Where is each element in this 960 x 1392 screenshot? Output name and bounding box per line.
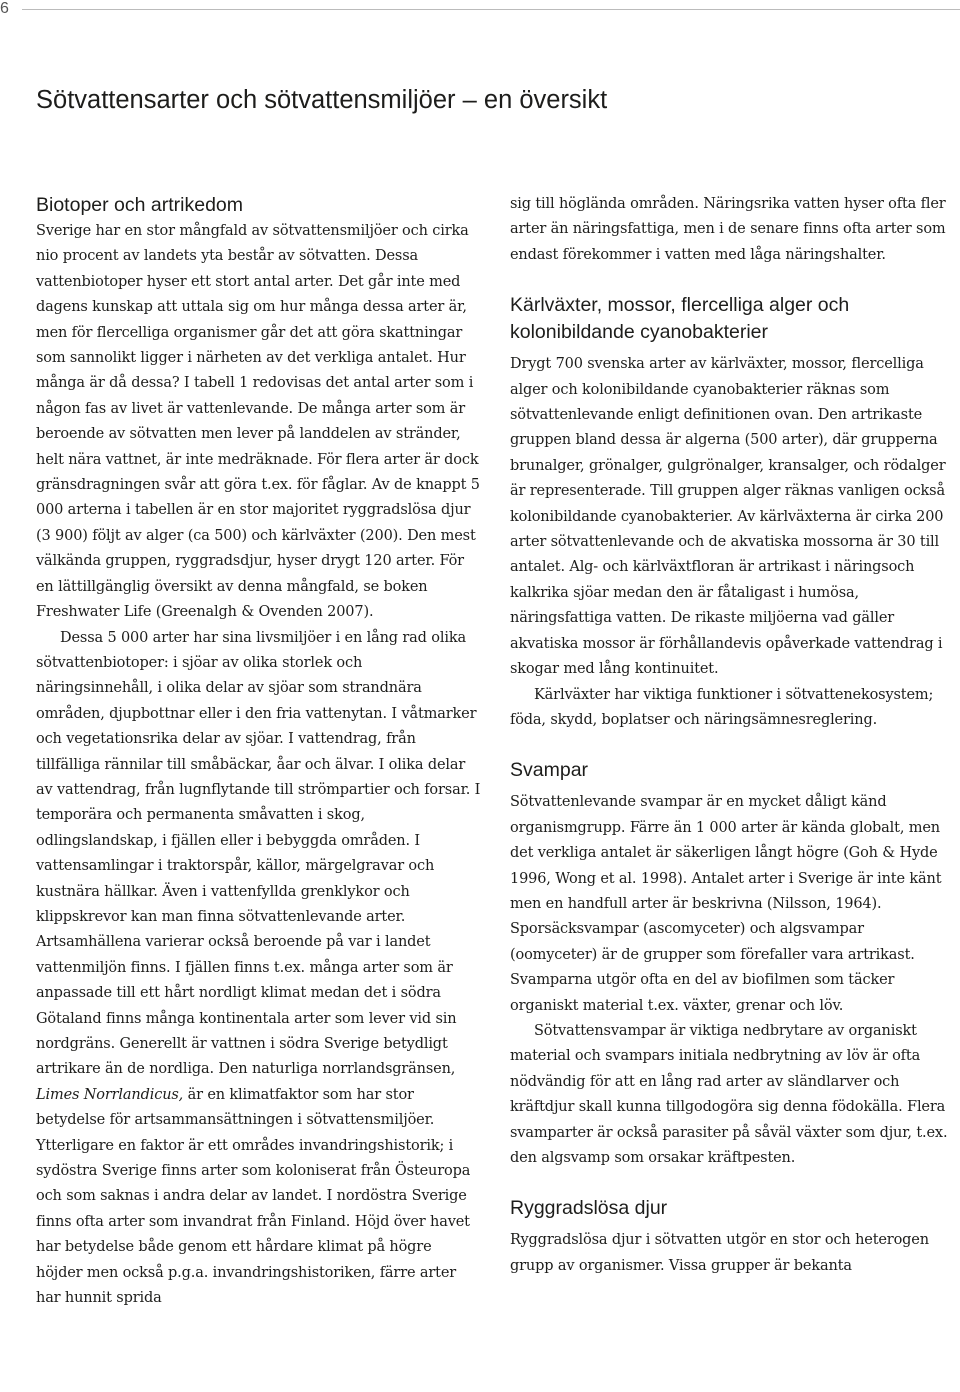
- paragraph-text: är en klimatfaktor som har stor betydelse för artsammansättningen i sötvattensmiljöer. Ytterligare en faktor är ett områdes invandringshistorik; i sydöstra Sverige finns arter som koloniserat från Östeuropa och som saknas i andra delar av landet. I nordöstra Sverige finns ofta arter som invandrat från Finland. Höjd över havet har betydelse både genom ett hårdare klimat på högre höjder men också p.g.a. invandringshistoriken, färre arter har hunnit sprida: [36, 1086, 471, 1307]
- page-number: 6: [0, 0, 9, 17]
- paragraph: Sötvattenlevande svampar är en mycket dåligt känd organismgrupp. Färre än 1 000 arter är kända globalt, men det verkliga antalet är säkerligen långt högre (Goh & Hyde 1996, Wong et al. 1998). Antalet arter i Sverige är inte känt men en handfull arter är beskrivna (Nilsson, 1964). Sporsäcksvampar (ascomyceter) och algsvampar (oomyceter) är de grupper som förefaller vara artrikast. Svamparna utgör ofta en del av biofilmen som täcker organiskt material t.ex. växter, grenar och löv.: [510, 794, 942, 1014]
- paragraph-continuation: sig till högländа områden. Näringsrika vatten hyser ofta fler arter än näringsfattiga, men i de senare finns ofta arter som endast förekommer i vatten med låga näringshalter.: [510, 196, 946, 263]
- paragraph: Sötvattensvampar är viktiga nedbrytare av organiskt material och svampars initiala nedbrytning av löv är ofta nödvändig för att en lång rad arter av sländlarver och kräftdjur skall kunna tillgodogöra sig denna födokälla. Flera svamparter är också parasiter på såväl växter som djur, t.ex. den algsvamp som orsakar kräftpesten.: [510, 1022, 948, 1166]
- section-heading-biotopes: Biotoper och artrikedom: [36, 194, 244, 216]
- section-heading-plants: Kärlväxter, mossor, flercelliga alger och kolonibildande cyanobakterier: [510, 294, 850, 344]
- paragraph-text: Dessa 5 000 arter har sina livsmiljöer i en lång rad olika sötvattenbiotoper: i sjöar av olika storlek och näringsinnehåll, i olika delar av sjöar som strandnära områden, djupbottnar eller i den fria vattenytan. I våtmarker och vegetationsrika delar av sjöar. I vattendrag, från tillfälliga rännilar till småbäckar, åar och älvar. I olika delar av vattendrag, från lugnflytande till strömpartier och forsar. I temporära och permanenta småvatten i skog, odlingslandskap, i fjällen eller i bebyggda områden. I vattensamlingar i traktorspår, källor, märgelgravar och kustnära hällkar. Även i vattenfyllda grenklykor och klippskrevor kan man finna sötvattenlevande arter. Artsamhällena varierar också beroende på var i landet vattenmiljön finns. I fjällen finns t.ex. många arter som är anpassade till ett hårt nordligt klimat medan det i södra Götaland finns många kontinentala arter som lever vid sin nordgräns. Generellt är vattnen i södra Sverige betydligt artrikare än de nordliga. Den naturliga norrlandsgränsen,: [36, 629, 481, 1078]
- header-rule: [22, 9, 960, 10]
- section-heading-sponges: Svampar: [510, 759, 589, 782]
- paragraph: Ryggradslösa djur i sötvatten utgör en stor och heterogen grupp av organismer. Vissa grupper är bekanta: [510, 1232, 929, 1274]
- section-heading-invertebrates: Ryggradslösa djur: [510, 1197, 668, 1220]
- left-column: [36, 192, 482, 1311]
- paragraph: Drygt 700 svenska arter av kärlväxter, mossor, flercelliga alger och kolonibildande cyanobakterier räknas som sötvattenlevande enligt definitionen ovan. Den artrikaste gruppen bland dessa är algerna (500 arter), där grupperna brunalger, grönalger, gulgrönalger, kransalger, och rödalger är representerade. Till gruppen alger räknas vanligen också kolonibildande cyanobakterier. Av kärlväxterna är cirka 200 arter sötvattenlevande och de akvatiska mossorna är 30 till antalet. Alg- och kärlväxtfloran är artrikast i näringsoch kalkrika sjöar medan den är fåtaligast i humösa, näringsfattiga vatten. De rikaste miljöerna vad gäller akvatiska mossor är förhållandevis opåverkade vattendrag i skogar med lång kontinuitet.: [510, 356, 946, 678]
- page-title: Sötvattensarter och sötvattensmiljöer – en översikt: [36, 86, 608, 114]
- paragraph: [36, 626, 482, 1312]
- right-column: [510, 192, 950, 1279]
- latin-term: Limes Norrlandicus,: [36, 1086, 184, 1103]
- paragraph: Kärlväxter har viktiga funktioner i sötvattenekosystem; föda, skydd, boplatser och näringsämnesreglering.: [510, 686, 934, 728]
- paragraph: Sverige har en stor mångfald av sötvattensmiljöer och cirka nio procent av landets yta består av sötvatten. Dessa vattenbiotoper hyser ett stort antal arter. Det går inte med dagens kunskap att uttala sig om hur många dessa arter är, men för flercelliga organismer går det att göra skattningar som sannolikt ligger i närheten av det verkliga antalet. Hur många är då dessa? I tabell 1 redovisas det antal arter som i någon fas av livet är vattenlevande. De många arter som är beroende av sötvatten men lever på landdelen av stränder, helt nära vattnet, är inte medräknade. För flera arter är dock gränsdragningen svår att göra t.ex. för fåglar. Av de knappt 5 000 arterna i tabellen är en stor majoritet ryggradslösa djur (3 900) följt av alger (ca 500) och kärlväxter (200). Den mest välkända gruppen, ryggradsdjur, hyser drygt 120 arter. För en lättillgänglig översikt av denna mångfald, se boken Freshwater Life (Greenalgh & Ovenden 2007).: [36, 223, 480, 621]
